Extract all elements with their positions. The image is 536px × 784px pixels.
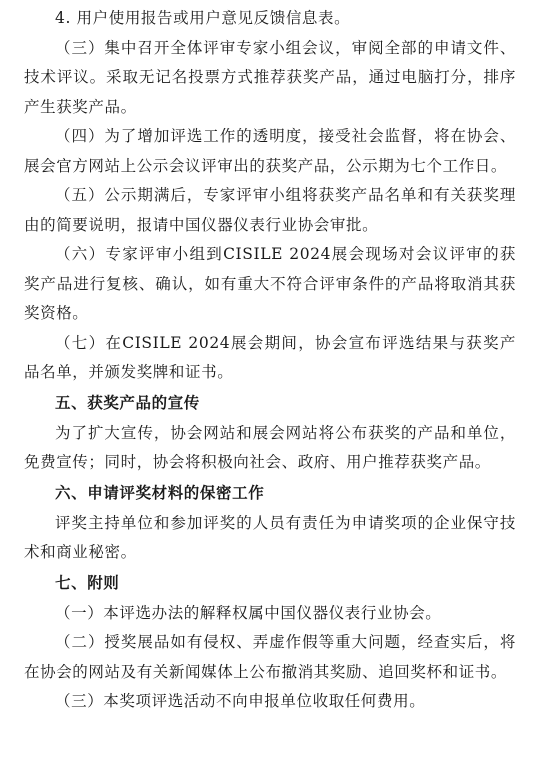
paragraph-confidentiality: 评奖主持单位和参加评奖的人员有责任为申请奖项的企业保守技术和商业秘密。 bbox=[24, 513, 516, 561]
paragraph-item-6: （六）专家评审小组到CISILE 2024展会现场对会议评审的获奖产品进行复核、确认，如有重大不符合评审条件的产品将取消其获奖资格。 bbox=[24, 245, 516, 322]
paragraph-appendix-2: （二）授奖展品如有侵权、弄虚作假等重大问题，经查实后，将在协会的网站及有关新闻媒体上公布撤消其奖励、追回奖杯和证书。 bbox=[24, 633, 516, 681]
paragraph-appendix-1: （一）本评选办法的解释权属中国仪器仪表行业协会。 bbox=[55, 603, 442, 622]
paragraph-item-4: 4. 用户使用报告或用户意见反馈信息表。 bbox=[55, 9, 351, 27]
paragraph-publicity: 为了扩大宣传，协会网站和展会网站将公布获奖的产品和单位，免费宣传；同时，协会将积极向社会、政府、用户推荐获奖产品。 bbox=[24, 423, 516, 471]
section-heading-6: 六、申请评奖材料的保密工作 bbox=[55, 483, 265, 502]
paragraph-item-4-transparency: （四）为了增加评选工作的透明度，接受社会监督，将在协会、展会官方网站上公示会议评审出的获奖产品，公示期为七个工作日。 bbox=[24, 127, 516, 175]
paragraph-item-5: （五）公示期满后，专家评审小组将获奖产品名单和有关获奖理由的简要说明，报请中国仪器仪表行业协会审批。 bbox=[24, 186, 516, 234]
section-heading-5: 五、获奖产品的宣传 bbox=[55, 393, 200, 412]
paragraph-item-7: （七）在CISILE 2024展会期间，协会宣布评选结果与获奖产品名单，并颁发奖牌和证书。 bbox=[24, 333, 516, 381]
section-heading-7: 七、附则 bbox=[55, 573, 120, 592]
paragraph-appendix-3: （三）本奖项评选活动不向申报单位收取任何费用。 bbox=[55, 692, 426, 710]
paragraph-item-3: （三）集中召开全体评审专家小组会议，审阅全部的申请文件、技术评议。采取无记名投票方式推荐获奖产品，通过电脑打分，排序产生获奖产品。 bbox=[24, 38, 516, 116]
document-page bbox=[0, 4, 536, 784]
